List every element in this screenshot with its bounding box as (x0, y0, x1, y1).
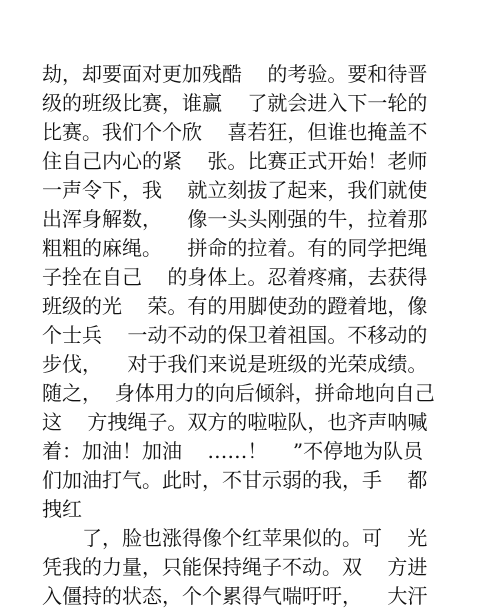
text-line: 住自己内心的紧 张。比赛正式开始！老师 (42, 149, 428, 173)
text-line: 凭我的力量，只能保持绳子不动。双 方进 (42, 555, 428, 579)
text-line: 比赛。我们个个欣 喜若狂，但谁也掩盖不 (42, 120, 428, 144)
text-line: 步伐， 对于我们来说是班级的光荣成绩。 (42, 352, 428, 376)
text-line: 劫，却要面对更加残酷 的考验。要和待晋 (42, 62, 428, 86)
text-line: 随之， 身体用力的向后倾斜，拼命地向自己 (42, 381, 435, 405)
text-line: 级的班级比赛，谁赢 了就会进入下一轮的 (42, 91, 428, 115)
text-line: 粗粗的麻绳。 拼命的拉着。有的同学把绳 (42, 236, 428, 260)
text-line: 入僵持的状态，个个累得气喘吁吁， 大汗 (42, 584, 428, 608)
text-line: 这 方拽绳子。双方的啦啦队，也齐声呐喊 (42, 410, 428, 434)
essay-text (42, 60, 472, 611)
paragraph-start-line: 了，脸也涨得像个红苹果似的。可 光 (82, 526, 428, 550)
text-line: 拽红 (42, 497, 82, 521)
text-line: 一声令下，我 就立刻拔了起来，我们就使 (42, 178, 428, 202)
text-line: 出浑身解数， 像一头头刚强的牛，拉着那 (42, 207, 428, 231)
text-line: 着：加油！加油 ……！ ”不停地为队员 (42, 439, 424, 463)
text-line: 班级的光 荣。有的用脚使劲的蹬着地，像 (42, 294, 428, 318)
text-line: 个士兵 一动不动的保卫着祖国。不移动的 (42, 323, 428, 347)
text-line: 们加油打气。此时，不甘示弱的我，手 都 (42, 468, 428, 492)
text-line: 子拴在自己 的身体上。忍着疼痛，去获得 (42, 265, 428, 289)
